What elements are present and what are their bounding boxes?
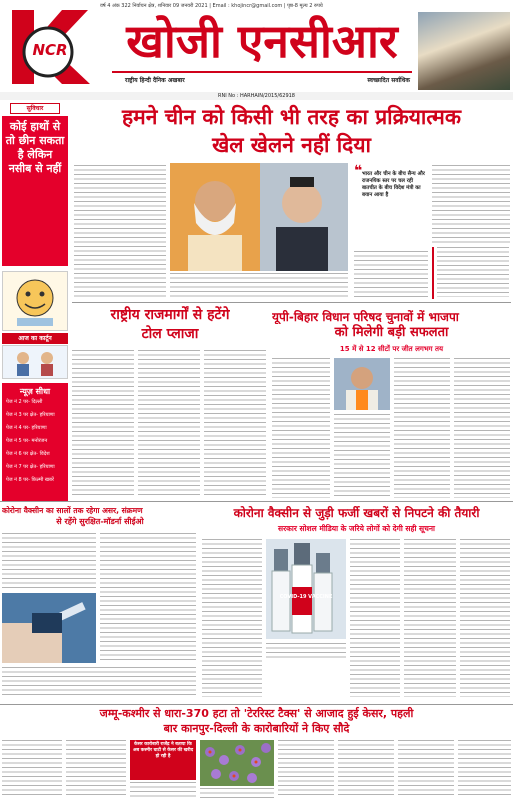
vaccine-left-body-col2 <box>100 533 196 663</box>
lead-headline-line2[interactable]: खेल खेलने नहीं दिया <box>212 133 371 157</box>
up-body-col4 <box>454 358 510 498</box>
newspaper-title: खोजी एनसीआर <box>126 14 398 68</box>
lead-body-col4 <box>432 165 510 245</box>
lead-body-col1 <box>74 165 166 299</box>
vaccine-left-photo <box>2 593 96 663</box>
divider <box>0 704 513 705</box>
up-subhead: 15 में से 12 सीटों पर जीत लगभग तय <box>339 345 444 353</box>
vaccine-right-body-col4 <box>460 539 510 697</box>
vaccine-right-body-col3 <box>404 539 456 697</box>
quote-mark-icon: ❝ <box>354 163 363 179</box>
index-item[interactable]: पेज नं 4 पर- हरियाणा <box>6 425 47 431</box>
quote-text: कोई हाथों से तो छीन सकता है लेकिन नसीब से नहीं <box>5 120 65 175</box>
title-underline <box>112 71 412 73</box>
quote-title: सुविचार <box>10 103 60 114</box>
leaders-photo-icon <box>170 163 348 271</box>
lead-story <box>72 101 511 301</box>
logo-text: NCR <box>32 41 68 59</box>
vaccine-left-story <box>2 503 198 703</box>
cartoon-face-icon <box>3 272 67 330</box>
kashmir-body-col4 <box>338 740 394 798</box>
kashmir-photo-caption <box>200 788 274 798</box>
vaccine-right-body-col2 <box>350 539 400 697</box>
lead-body-col3 <box>354 251 428 299</box>
masthead-photo <box>418 12 510 90</box>
toll-body-col1 <box>72 350 134 498</box>
lead-inset-quote <box>432 247 510 299</box>
kashmir-body-under-box <box>130 782 196 798</box>
toll-headline-line2[interactable]: टोल प्लाजा <box>141 326 199 342</box>
vaccine-right-caption <box>266 643 346 661</box>
masthead <box>0 0 513 98</box>
toll-body-col3 <box>204 350 266 498</box>
cartoon-panel <box>2 271 68 331</box>
kashmir-headline-line2[interactable]: बार कानपुर-दिल्ली के कारोबारियों ने किए सौदे <box>163 722 350 735</box>
index-item[interactable]: पेज नं 8 पर- फ़िल्मी खबरें <box>6 477 54 483</box>
vaccine-right-body-col1 <box>202 539 262 697</box>
index-item[interactable]: पेज नं 6 पर क्षेत- विदेश <box>6 451 50 457</box>
toll-headline-line1[interactable]: राष्ट्रीय राजमार्गों से हटेंगे <box>110 307 230 323</box>
up-headline-line1[interactable] <box>272 306 511 324</box>
vaccine-left-headline-line1[interactable]: कोरोना वैक्सीन का सालों तक रहेगा असर, संक्रमण <box>2 506 143 515</box>
vaccine-right-subhead: सरकार सोशल मीडिया के जरिये लोगों को देगी सही सूचना <box>278 524 435 533</box>
lead-photo <box>170 163 348 271</box>
kashmir-callout-box <box>130 740 196 780</box>
index-item[interactable]: पेज नं 5 पर- मनोरंजन <box>6 438 48 444</box>
injection-photo-icon <box>2 593 96 663</box>
toll-story <box>72 304 268 498</box>
kashmir-body-col6 <box>458 740 511 798</box>
up-body-col2 <box>334 414 390 498</box>
up-headline-line2[interactable]: को मिलेगी बड़ी सफलता <box>334 325 449 340</box>
vaccine-right-story <box>202 503 511 703</box>
cartoon-people-icon <box>3 346 67 378</box>
vaccine-vial-icon <box>266 539 346 639</box>
toll-body-col2 <box>138 350 200 498</box>
cartoon-panel-2 <box>2 345 68 379</box>
saffron-field-icon <box>200 740 274 786</box>
vaccine-left-body <box>2 533 96 589</box>
kashmir-body-col5 <box>398 740 454 798</box>
subtitle-right: स्वच्छादित सर्वाधिक <box>367 77 410 84</box>
politician-photo-icon <box>334 358 390 410</box>
sidebar <box>2 101 68 501</box>
index-item[interactable]: पेज नं 7 पर क्षेत- हरियाणा <box>6 464 55 470</box>
divider <box>72 302 511 303</box>
index-list <box>6 399 64 484</box>
vaccine-vial-photo <box>266 539 346 639</box>
index-item[interactable]: पेज नं 3 पर क्षेत- हरियाणा <box>6 412 55 418</box>
kashmir-callout-text: केसर कारोबारी राजेंद्र ने बताया कि अब कश्मीर घाटी से केसर की खरीद हो रही है <box>132 742 194 759</box>
up-body-col1 <box>272 358 330 498</box>
up-body-col3 <box>394 358 450 498</box>
up-headline-text: यूपी-बिहार विधान परिषद चुनावों में भाजपा <box>272 310 459 324</box>
vaccine-left-headline-line2[interactable]: से रहेंगे सुरक्षित-मॉडर्ना सीईओ <box>56 517 144 526</box>
kashmir-headline-line1[interactable]: जम्मू-कश्मीर से धारा-370 हटा तो 'टेररिस्ट टैक्स' से आजाद हुई केसर, पहली <box>99 707 414 720</box>
info-line: वर्ष 4 अंक 322 निर्वाचन क्षेत्र, शनिवार 09 जनवरी 2021 | Email : khojincr@gmail.com | पृष्ठ-8 मूल्य 2 रुपये <box>100 3 323 9</box>
up-photo <box>334 358 390 410</box>
cartoon-title: आज का कार्टून <box>2 333 68 344</box>
kashmir-story <box>2 706 511 798</box>
index-item[interactable]: पेज नं 2 पर- दिल्ली <box>6 399 43 405</box>
divider <box>0 501 513 502</box>
subtitle-left: राष्ट्रीय हिन्दी दैनिक अखबार <box>125 77 185 84</box>
lead-photo-caption <box>170 273 348 299</box>
news-index-title: न्यूज़ सीधा <box>19 387 51 396</box>
vial-label: COVID-19 VACCINE <box>279 594 333 600</box>
newspaper-logo <box>4 6 114 86</box>
vaccine-left-body-bottom <box>2 667 196 697</box>
kashmir-photo <box>200 740 274 786</box>
kashmir-body-col2 <box>66 740 126 798</box>
lead-pull-quote: भारत और चीन के बीच सैन्य और राजनयिक स्तर पर चल रही बातचीत के बीच विदेश मंत्री का बयान आया है <box>362 171 425 198</box>
vaccine-right-headline[interactable]: कोरोना वैक्सीन से जुड़ी फर्जी खबरों से निपटने की तैयारी <box>233 506 480 520</box>
lead-headline-line1[interactable]: हमने चीन को किसी भी तरह का प्रक्रियात्मक <box>122 105 461 129</box>
kashmir-body-col3 <box>278 740 334 798</box>
up-bihar-story <box>272 304 511 498</box>
rni-number: RNI No : HARHAIN/2015/62918 <box>218 93 295 99</box>
kashmir-body-col1 <box>2 740 62 798</box>
